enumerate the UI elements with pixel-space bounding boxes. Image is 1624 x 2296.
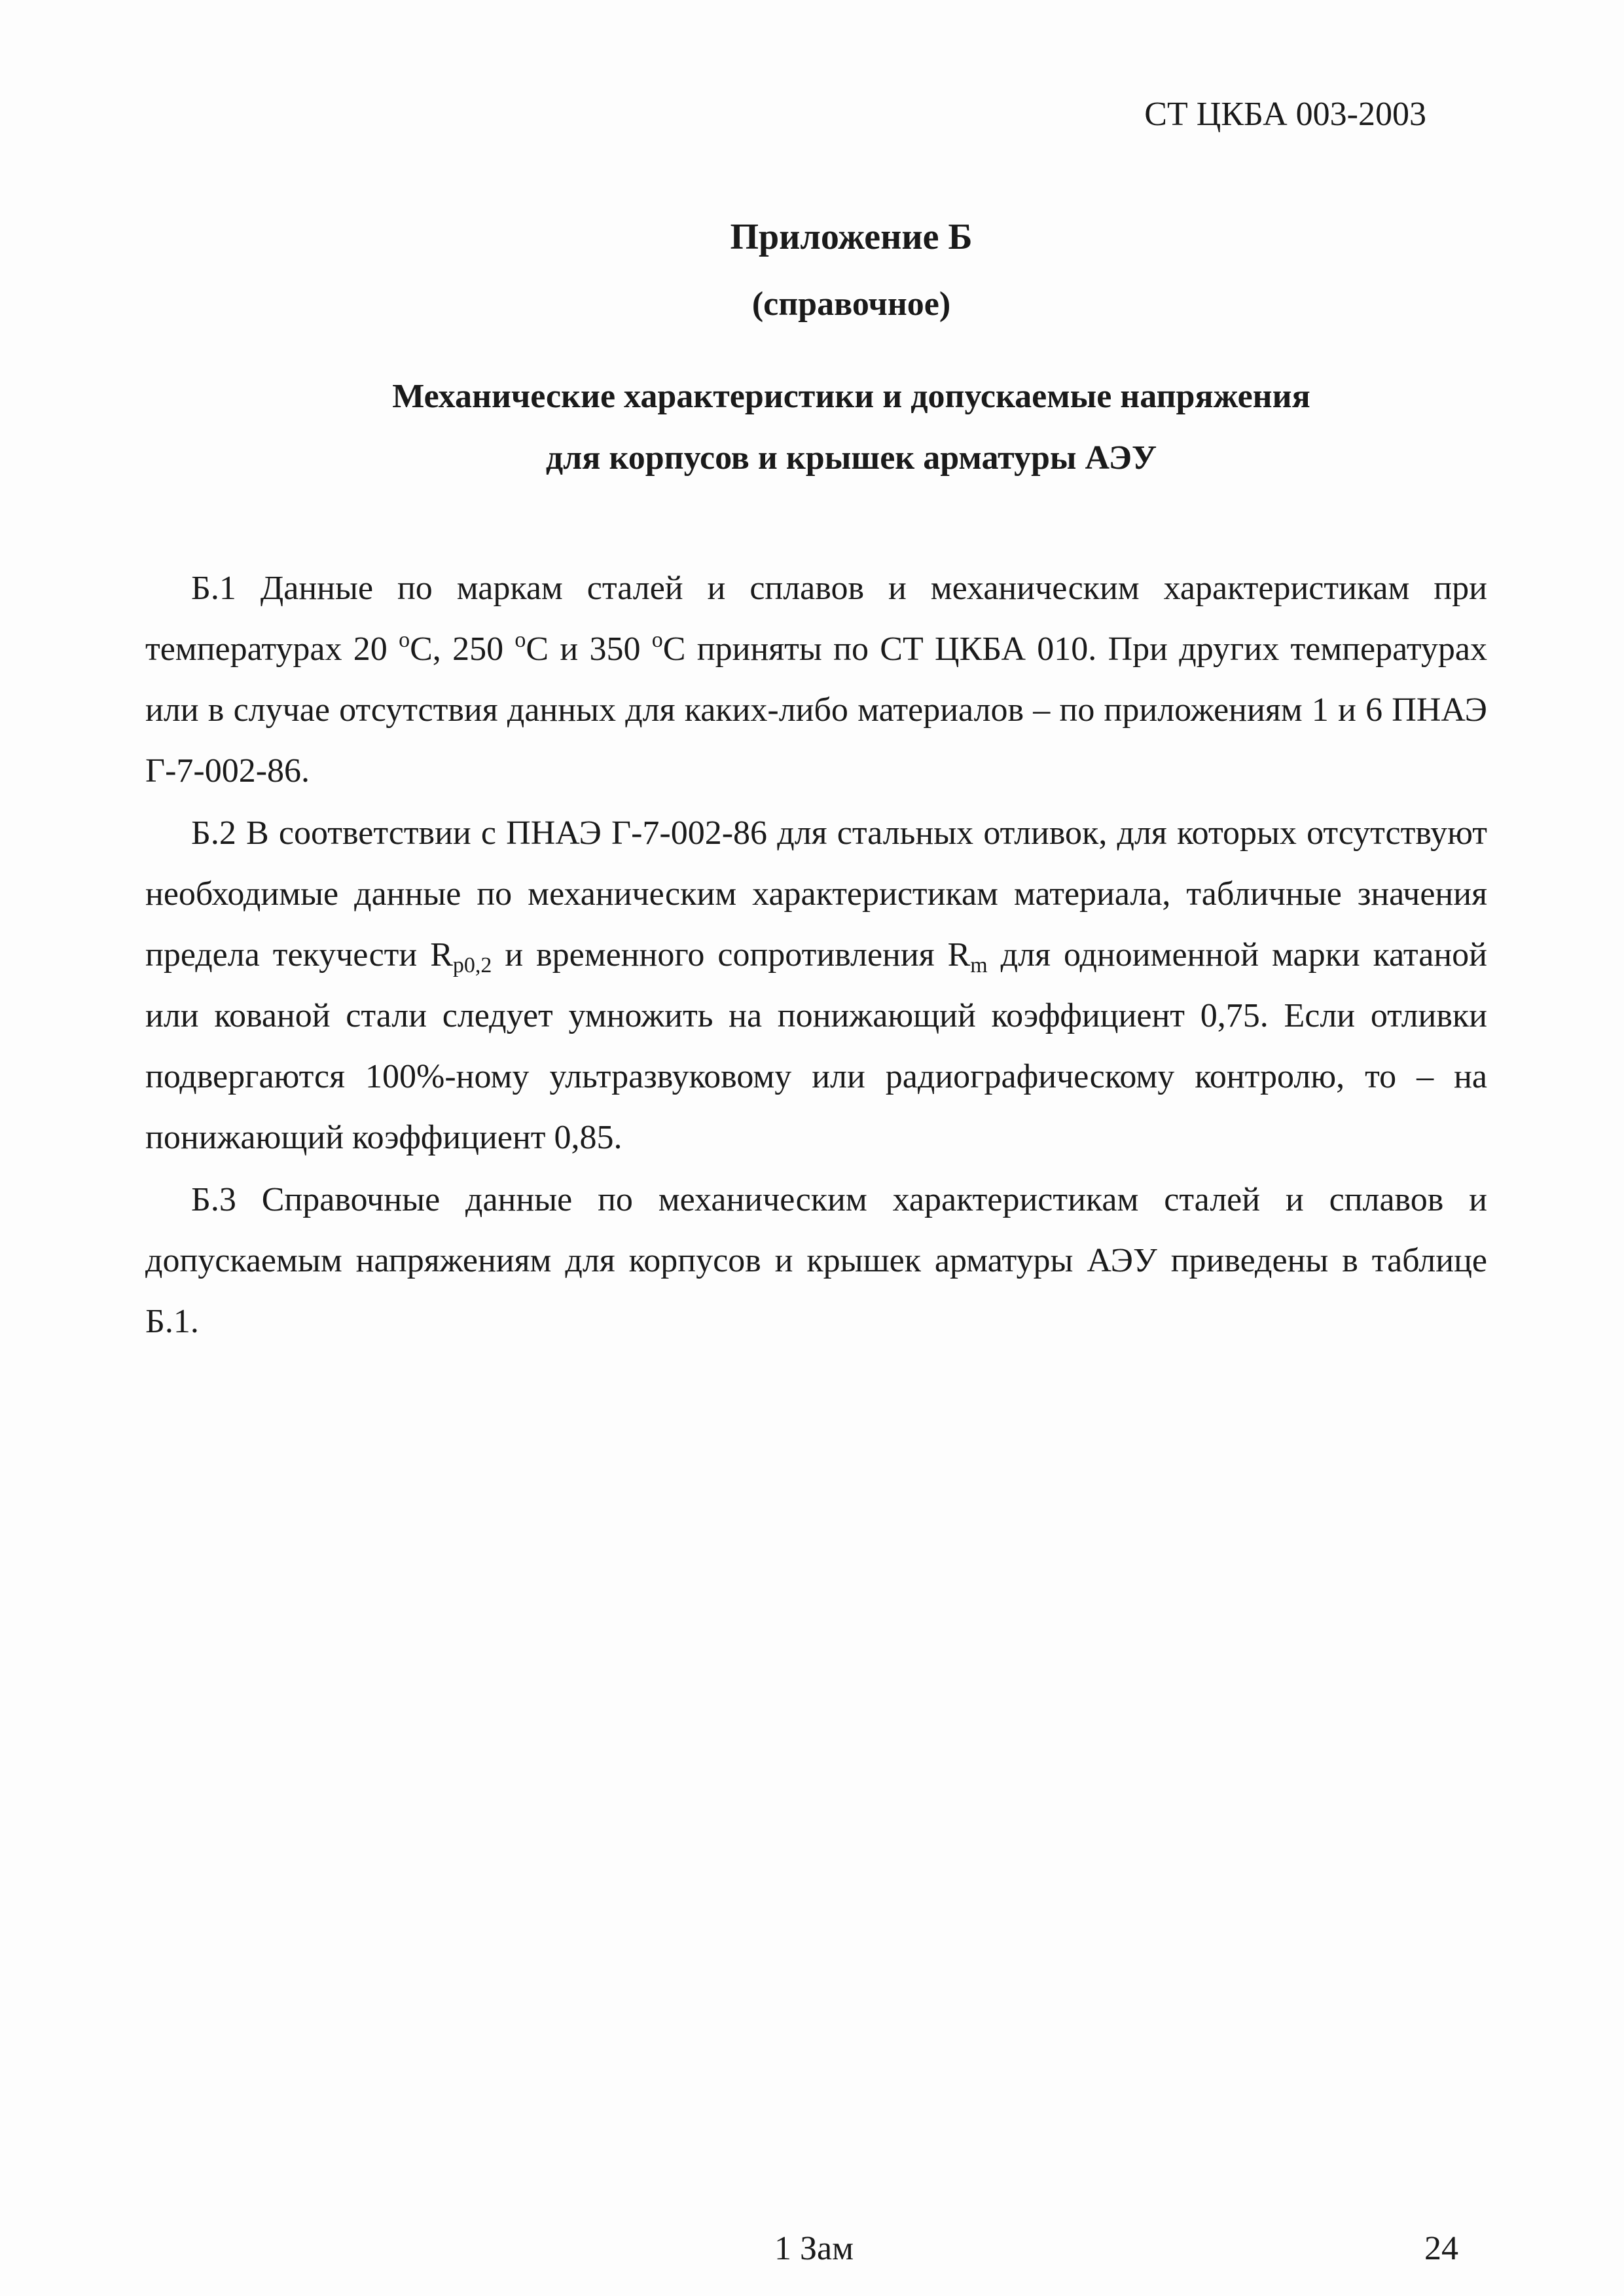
paragraph-b1-text-d: С приняты по СТ ЦКБА 010. При других температурах или в случае отсутствия данных для каких-либо материалов – по приложениям 1 и 6 ПНАЭ Г-7-002-86. [145,630,1487,790]
body-text [145,558,1487,1353]
page-number: 24 [1424,2230,1458,2267]
degree-mark: о [399,628,410,652]
document-code: СТ ЦКБА 003-2003 [1144,96,1426,133]
paragraph-b2-text-c: для одноименной марки катаной или кованой стали следует умножить на понижающий коэффициент 0,75. Если отливки подвергаются 100%-ному ультразвуковому или радиографическому контролю, то – на понижающий коэффициент 0,85. [145,936,1487,1156]
paragraph-b1-text-a: Б.1 Данные по маркам сталей и сплавов и механическим характеристикам при температурах 20 [145,570,1487,668]
paragraph-b1-text-c: С и 350 [526,630,652,668]
section-heading-line-2: для корпусов и крышек арматуры АЭУ [545,439,1157,477]
appendix-title: Приложение Б [730,217,973,257]
paragraph-b2 [145,803,1487,1169]
appendix-kind: (справочное) [751,285,951,323]
degree-mark: о [514,628,526,652]
subscript-p02: p0,2 [452,953,492,977]
paragraph-b2-text-a: Б.2 В соответствии с ПНАЭ Г-7-002-86 для стальных отливок, для которых отсутствуют необходимые данные по механическим характеристикам материала, табличные значения предела текучести R [145,814,1487,974]
section-heading-line-1: Механические характеристики и допускаемые напряжения [392,378,1310,415]
paragraph-b2-text-b: и временного сопротивления R [492,936,971,974]
subscript-m: m [970,953,988,977]
paragraph-b3: Б.3 Справочные данные по механическим характеристикам сталей и сплавов и допускаемым напряжениям для корпусов и крышек арматуры АЭУ приведены в таблице Б.1. [145,1181,1487,1340]
paragraph-b1 [145,558,1487,803]
change-note: 1 Зам [774,2230,854,2267]
degree-mark: о [651,628,663,652]
paragraph-b1-text-b: С, 250 [410,630,515,668]
